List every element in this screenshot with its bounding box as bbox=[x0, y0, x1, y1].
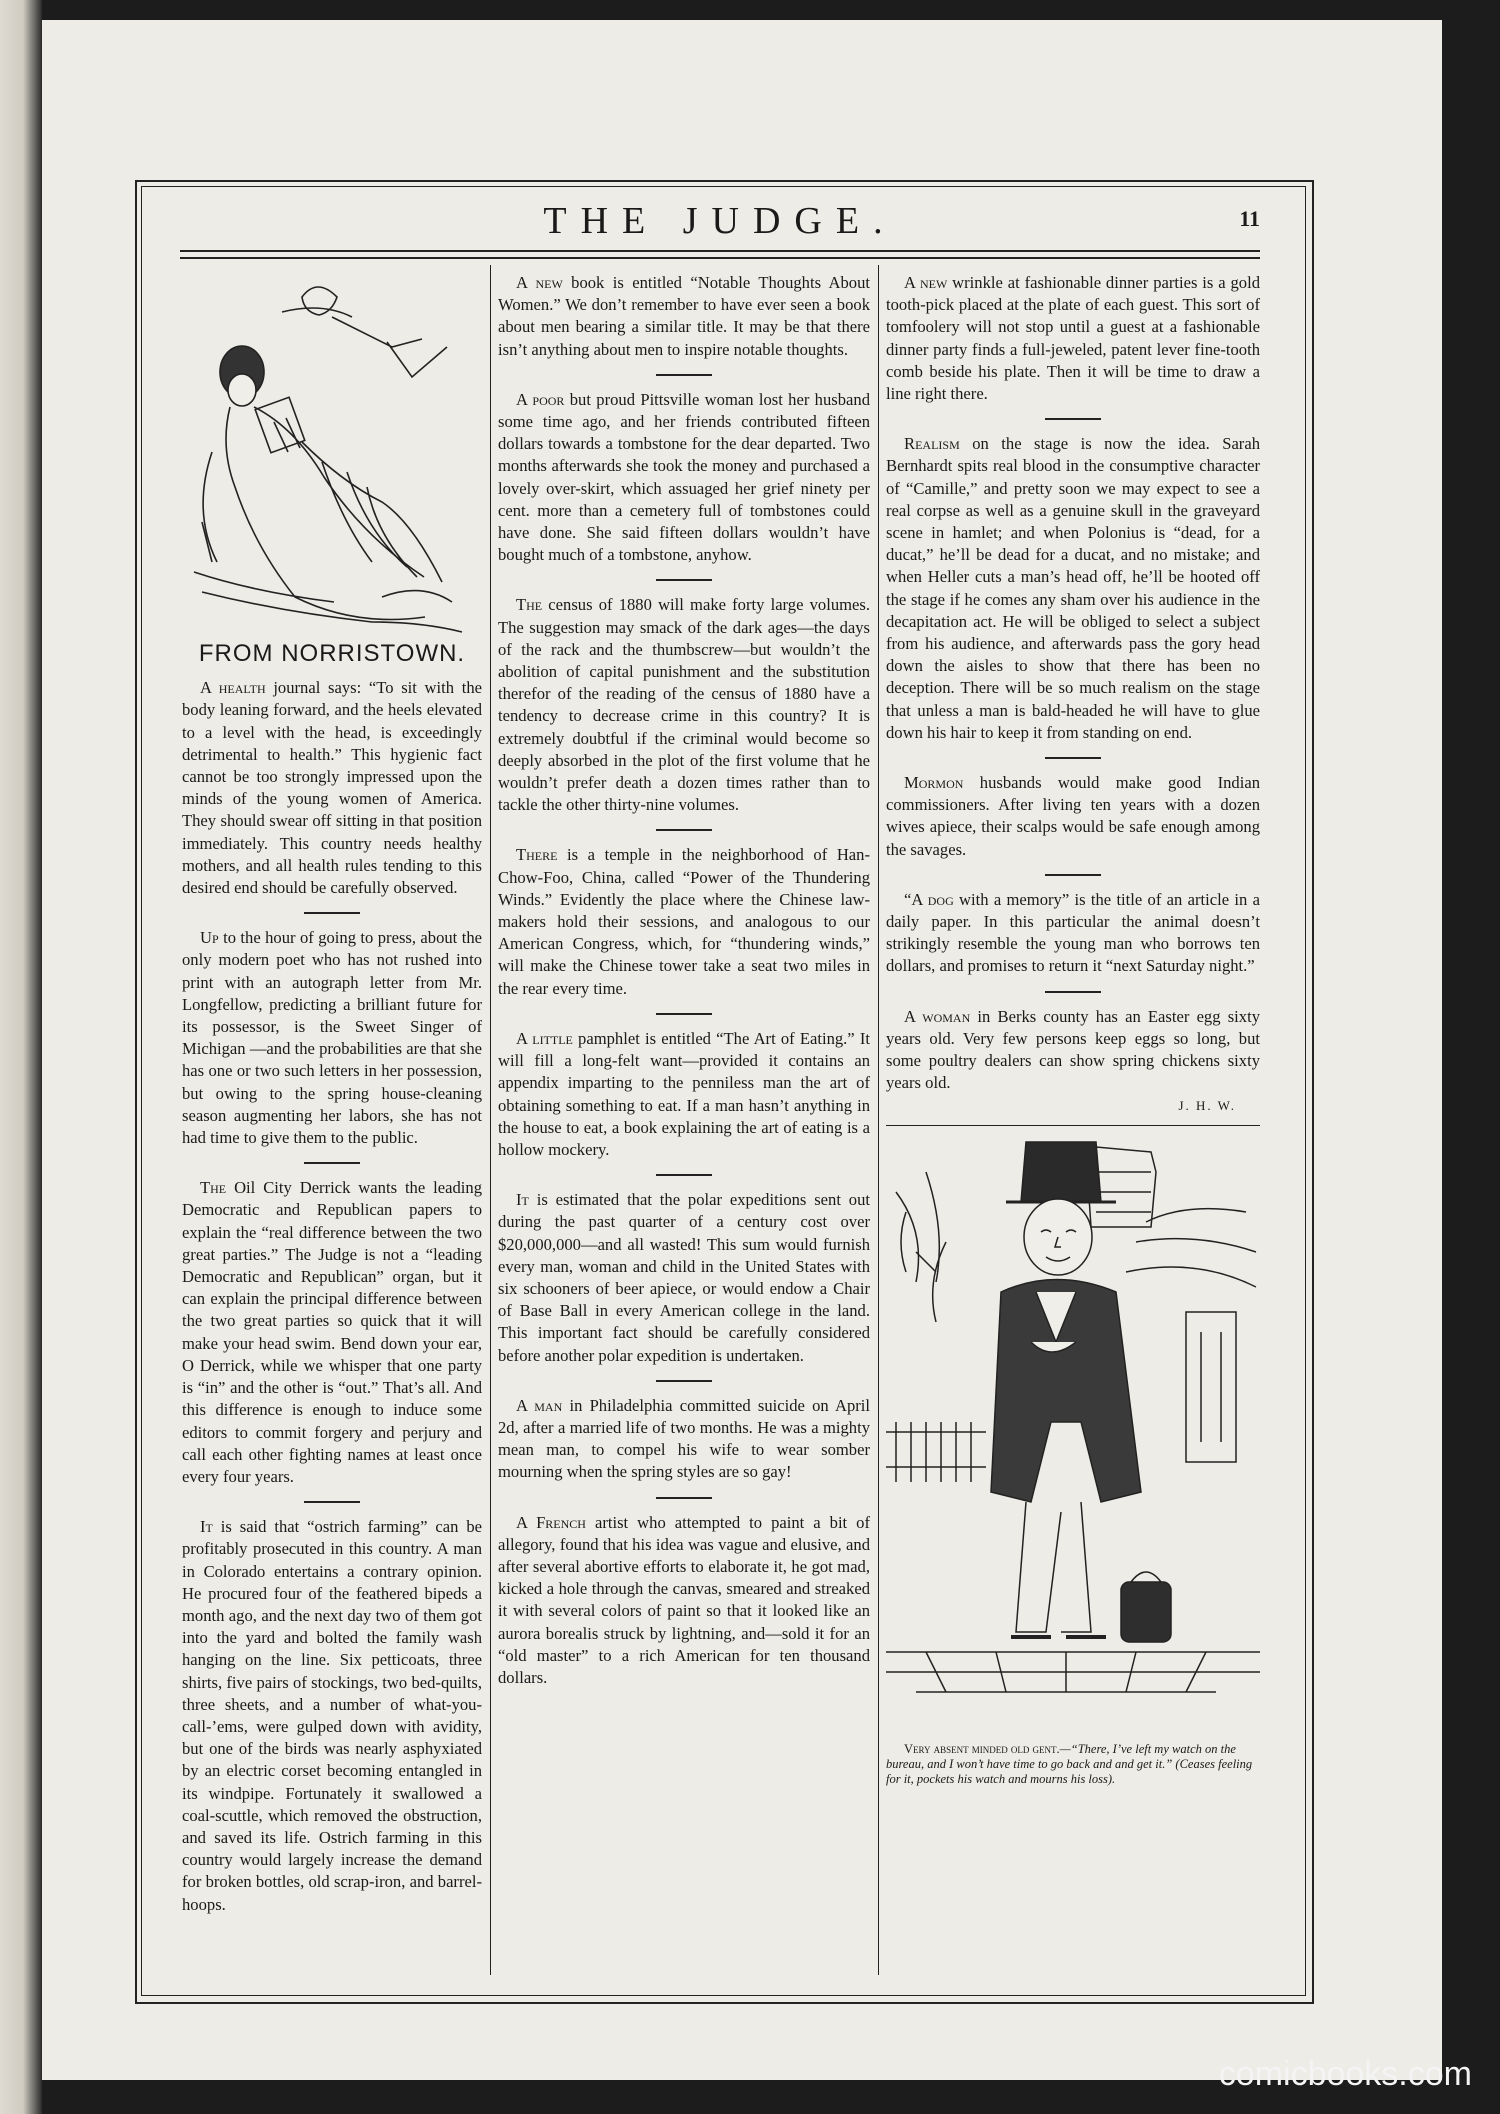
article-lead: The bbox=[516, 595, 543, 615]
article-lead: A poor bbox=[516, 389, 565, 409]
separator bbox=[656, 1174, 712, 1176]
separator bbox=[656, 1497, 712, 1499]
masthead-title: THE JUDGE. bbox=[543, 200, 897, 242]
separator bbox=[1045, 991, 1101, 993]
article bbox=[498, 389, 870, 567]
article bbox=[498, 1395, 870, 1484]
article-text: census of 1880 will make forty large volumes. The suggestion may smack of the dark ages—the days of the rack and the thumbscrew—but wouldn’t the abolition of capital punishment and the substitution therefor of the reading of the census of 1880 have a tendency to decrease crime in this country? It is extremely doubtful if the criminal would become so deeply absorbed in the plot of the first volume that he wouldn’t prefer death a dozen times rather than to tackle the other thirty-nine volumes. bbox=[498, 595, 870, 815]
article-text: is a temple in the neighborhood of Han-Chow-Foo, China, called “Power of the Thundering Winds.” Evidently the place where the Chinese law-makers hold their sessions, and analogous to our American Congress, which, for “thundering winds,” will make the Chinese tower take a seat two miles in the rear every time. bbox=[498, 845, 870, 998]
article-lead: A man bbox=[516, 1395, 563, 1415]
separator bbox=[1045, 418, 1101, 420]
article-text: is said that “ostrich farming” can be profitably prosecuted in this country. A man in Colorado entertains a contrary opinion. He procured four of the feathered bipeds a month ago, and the next day two of them got into the yard and bolted the family wash hanging on the line. Six petticoats, three shirts, five pairs of stockings, two bed-quilts, three sheets, and a number of what-you-call-’ems, were gulped down with avidity, but one of the birds was nearly asphyxiated by an electric corset becoming entangled in its windpipe. Fortunately it swallowed a coal-scuttle, which removed the obstruction, and saved its life. Ostrich farming in this country would largely increase the demand for broken bottles, old scrap-iron, and barrel-hoops. bbox=[182, 1517, 482, 1914]
article-text: Oil City Derrick wants the leading Democratic and Republican papers to explain the “real difference between the two great parties.” The Judge is not a “leading Democratic and Republican” organ, but it can explain the principal difference between the two great parties so quick that it will make your head swim. Bend down your ear, O Derrick, while we whisper that one party is “in” and the other is “out.” That’s all. And this difference is enough to induce some editors to commit forgery and perjury and call each other fighting names at least once every four years. bbox=[182, 1178, 482, 1486]
caption-text: —“There, I’ve left my watch on the bureau, and I won’t have time to go back and and get it.” (Ceases feeling for it, pockets his watch and mourns his loss). bbox=[886, 1741, 1253, 1786]
article-lead: It bbox=[200, 1517, 213, 1537]
article-lead: A health bbox=[200, 678, 266, 698]
illustration-caption bbox=[886, 1742, 1260, 1787]
article-text: on the stage is now the idea. Sarah Bernhardt spits real blood in the consumptive character of “Camille,” and pretty soon we may expect to see a real corpse as well as a genuine skull in the graveyard scene in hamlet; and when Polonius is “dead, for a ducat,” he’ll be dead for a ducat, and no mistake; and when Heller cuts a man’s head off, he’ll be hooted off the stage if he comes any sham over his audience in the decapitation act. He will be obliged to select a subject from his audience, and afterwards pass the gory head down the aisles to show that there has been no deception. There will be so much realism on the stage that unless a man is bald-headed he will have to glue down his hair to keep it from standing on end. bbox=[886, 434, 1260, 742]
article bbox=[886, 272, 1260, 405]
article bbox=[182, 927, 482, 1149]
article-text: journal says: “To sit with the body leaning forward, and the heels elevated to a level with the head, is exceedingly detrimental to health.” This hygienic fact cannot be too strongly impressed upon the minds of the young women of America. They should swear off sitting in that position immediately. This country needs healthy mothers, and all health rules tending to this desired end should be carefully observed. bbox=[182, 678, 482, 898]
article bbox=[498, 844, 870, 999]
article-lead: A new bbox=[904, 273, 948, 292]
article bbox=[498, 1028, 870, 1161]
article bbox=[498, 594, 870, 816]
article bbox=[886, 889, 1260, 978]
article bbox=[182, 1177, 482, 1488]
article bbox=[498, 1512, 870, 1690]
article bbox=[498, 272, 870, 361]
scan-edge-left bbox=[0, 0, 42, 2114]
masthead bbox=[180, 196, 1260, 246]
separator bbox=[1045, 874, 1101, 876]
article bbox=[182, 1516, 482, 1916]
separator bbox=[656, 579, 712, 581]
column-3 bbox=[886, 272, 1260, 1787]
article-lead: A woman bbox=[904, 1006, 971, 1026]
article-lead: Realism bbox=[904, 434, 960, 454]
column-2 bbox=[498, 272, 870, 1689]
article bbox=[886, 1006, 1260, 1095]
caption-lead: Very absent minded old gent. bbox=[904, 1741, 1060, 1756]
article bbox=[182, 677, 482, 899]
separator bbox=[656, 829, 712, 831]
separator bbox=[304, 912, 360, 914]
article-lead: A little bbox=[516, 1028, 573, 1048]
article-text: wrinkle at fashionable dinner parties is a gold tooth-pick placed at the plate of each guest. This sort of tomfoolery will not stop until a guest at a fashionable dinner party finds a full-jeweled, patent lever fine-tooth comb beside his plate. Then it will be time to draw a line right there. bbox=[886, 273, 1260, 404]
article-lead: A French bbox=[516, 1512, 586, 1532]
article-text: to the hour of going to press, about the only modern poet who has not rushed into print with an autograph letter from Mr. Longfellow, predicting a brilliant future for its possessor, is the Sweet Singer of Michigan —and the probabilities are that she has one or two such letters in her possession, but owing to the spring house-cleaning season augmenting her labors, she has not had time to give them to the public. bbox=[182, 928, 482, 1148]
article-text: but proud Pittsville woman lost her husband some time ago, and her friends contributed fifteen dollars towards a tombstone for the dear departed. Two months afterwards she took the money and purchased a lovely over-skirt, which assuaged her grief ninety per cent. more than a cemetery full of tombstones could have done. She said fifteen dollars wouldn’t have bought much of a tombstone, anyhow. bbox=[498, 389, 870, 565]
article-text: in Philadelphia committed suicide on April 2d, after a married life of two months. He was a mighty mean man, to compel his wife to wear somber mourning when the spring styles are so gay! bbox=[498, 1395, 871, 1482]
article-lead: Up bbox=[200, 928, 219, 948]
section-title: FROM NORRISTOWN. bbox=[198, 640, 466, 667]
separator bbox=[656, 1380, 712, 1382]
article-text: in Berks county has an Easter egg sixty years old. Very few persons keep eggs so long, but some poultry dealers can show spring chickens sixty years old. bbox=[886, 1006, 1260, 1093]
masthead-rule-top bbox=[180, 250, 1260, 252]
column-divider-1 bbox=[490, 265, 491, 1975]
illustration-rule bbox=[886, 1125, 1260, 1126]
article-lead: A new bbox=[516, 273, 563, 292]
article-text: pamphlet is entitled “The Art of Eating.” It will fill a long-felt want—provided it contains an appendix imparting to the penniless man the art of obtaining something to eat. If a man hasn’t anything in the house to eat, a book explaining the art of eating is a hollow mockery. bbox=[498, 1028, 870, 1159]
separator bbox=[304, 1501, 360, 1503]
article-text: husbands would make good Indian commissioners. After living ten years with a dozen wives apiece, their scalps would be safe enough among the savages. bbox=[886, 773, 1260, 859]
page-number: 11 bbox=[1239, 206, 1260, 231]
article-text: artist who attempted to paint a bit of allegory, found that his idea was vague and elusive, and after several abortive efforts to elaborate it, he got mad, kicked a hole through the canvas, smeared and streaked it with several colors of paint so that it looked like an aurora borealis struck by lightning, and—sold it for an “old master” to a rich American for ten thousand dollars. bbox=[498, 1512, 870, 1687]
separator bbox=[656, 1013, 712, 1015]
article-text: is estimated that the polar expeditions sent out during the past quarter of a century cost over $20,000,000—and all wasted! This sum would furnish every man, woman and child in the United States with six schooners of beer apiece, or would endow a Chair of Base Ball in every American college in the land. This important fact should be carefully considered before another polar expedition is undertaken. bbox=[498, 1190, 870, 1365]
article-lead: “A dog bbox=[904, 889, 954, 909]
separator bbox=[304, 1162, 360, 1164]
article-lead: There bbox=[516, 845, 558, 865]
reading-woman-illustration bbox=[182, 272, 482, 637]
absent-minded-gent-illustration bbox=[886, 1132, 1260, 1742]
article bbox=[498, 1189, 870, 1367]
separator bbox=[1045, 757, 1101, 759]
watermark: comicbooks.com bbox=[1218, 2055, 1472, 2093]
article bbox=[886, 772, 1260, 861]
article-lead: It bbox=[516, 1190, 529, 1210]
author-signature: J. H. W. bbox=[1178, 1097, 1236, 1113]
article-lead: The bbox=[200, 1178, 227, 1198]
masthead-rule-bottom bbox=[180, 257, 1260, 259]
column-divider-2 bbox=[878, 265, 879, 1975]
column-1 bbox=[182, 272, 482, 1916]
article-lead: Mormon bbox=[904, 773, 964, 793]
article-text: with a memory” is the title of an article in a daily paper. In this particular the animal doesn’t strikingly resemble the young man who borrows ten dollars, and promises to return it “next Saturday night.” bbox=[886, 889, 1260, 976]
article-text: book is entitled “Notable Thoughts About Women.” We don’t remember to have ever seen a book about men bearing a similar title. It may be that there isn’t anything about men to inspire notable thoughts. bbox=[498, 273, 870, 359]
separator bbox=[656, 374, 712, 376]
article bbox=[886, 433, 1260, 744]
